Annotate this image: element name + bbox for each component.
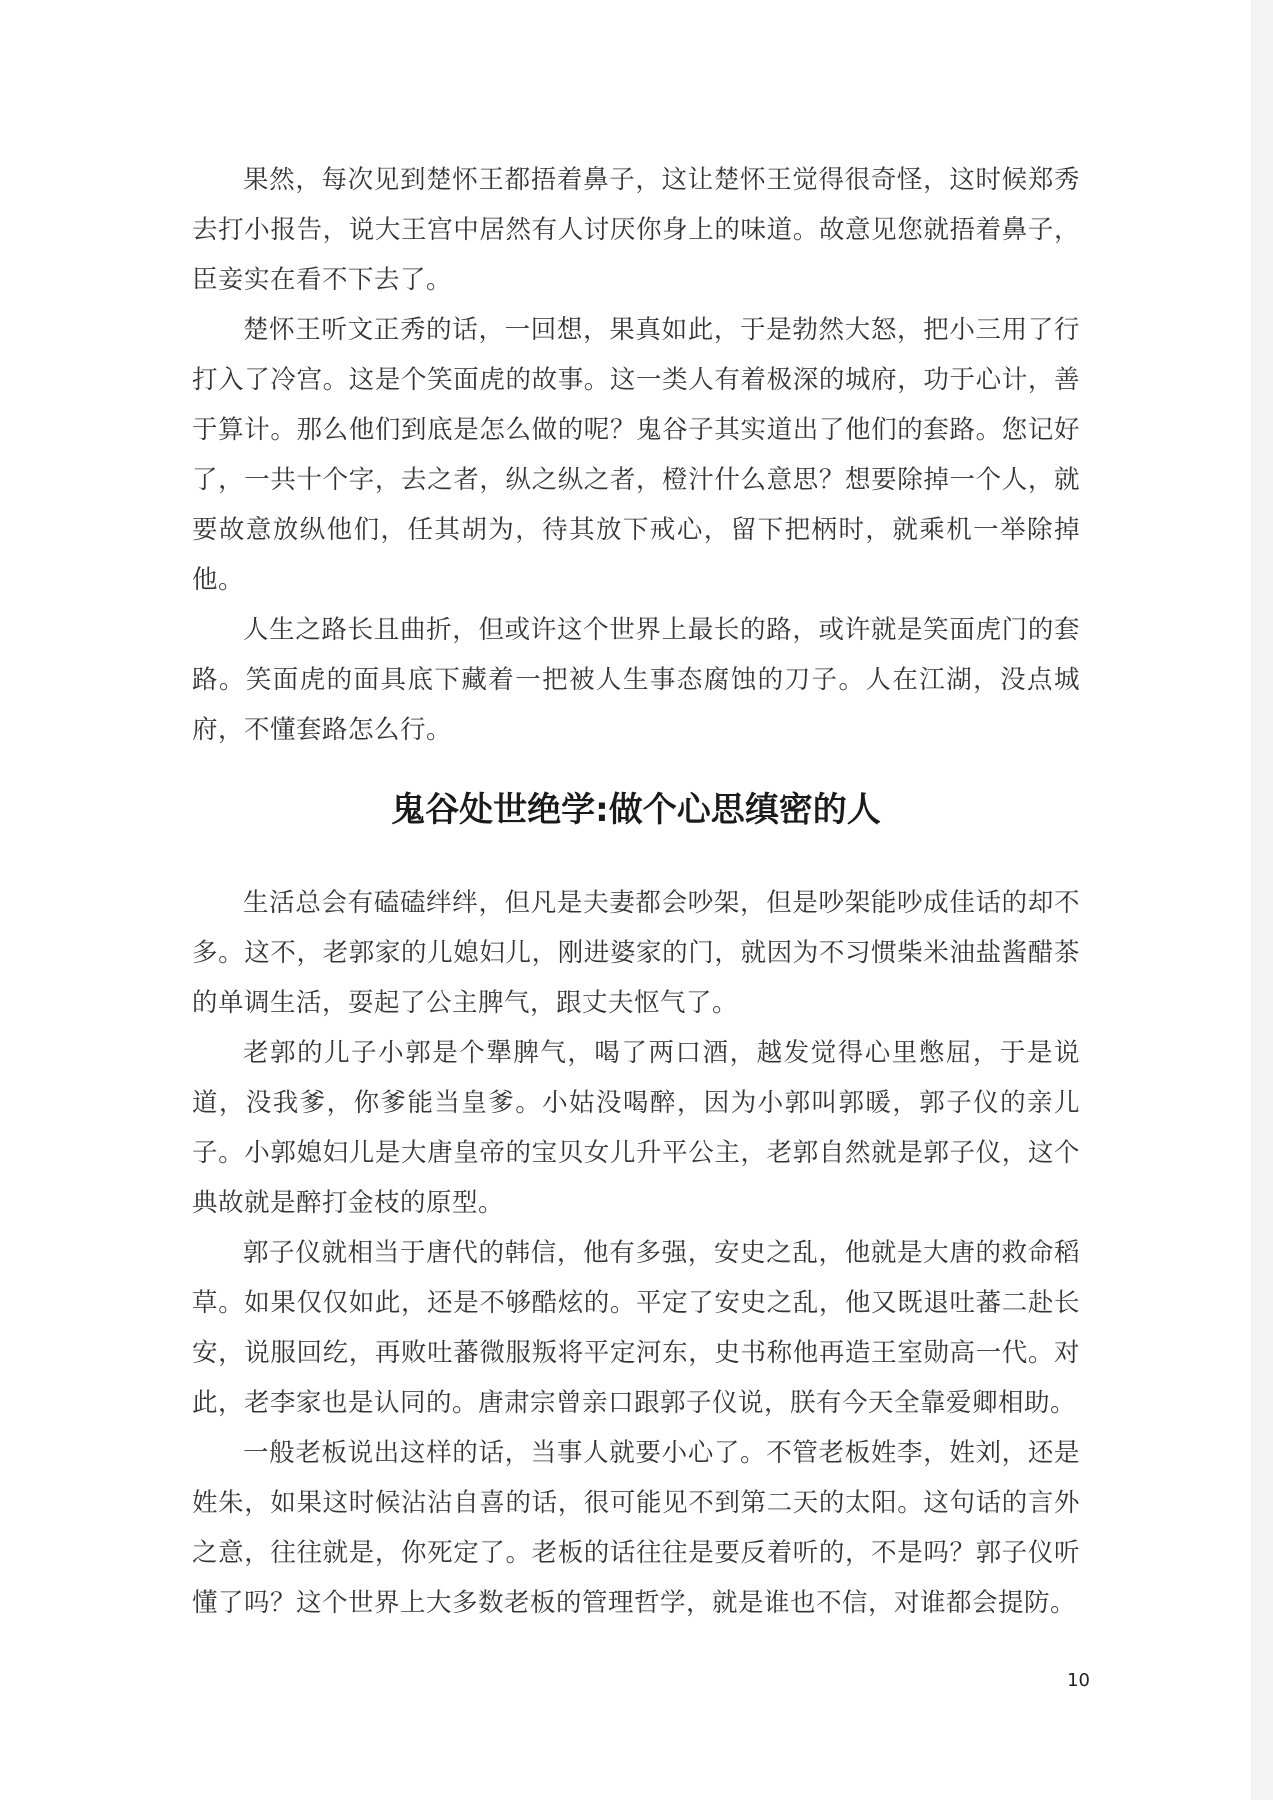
paragraph: 人生之路长且曲折，但或许这个世界上最长的路，或许就是笑面虎门的套路。笑面虎的面具底下藏着一把被人生事态腐蚀的刀子。人在江湖，没点城府，不懂套路怎么行。 [192, 615, 1080, 745]
paragraph: 一般老板说出这样的话，当事人就要小心了。不管老板姓李，姓刘，还是姓朱，如果这时候沾沾自喜的话，很可能见不到第二天的太阳。这句话的言外之意，往往就是，你死定了。老板的话往往是要反着听的，不是吗？郭子仪听懂了吗？这个世界上大多数老板的管理哲学，就是谁也不信，对谁都会提防。 [192, 1438, 1080, 1618]
paragraph: 郭子仪就相当于唐代的韩信，他有多强，安史之乱，他就是大唐的救命稻草。如果仅仅如此，还是不够酷炫的。平定了安史之乱，他又既退吐蕃二赴长安，说服回纥，再败吐蕃微服叛将平定河东，史书称他再造王室勋高一代。对此，老李家也是认同的。唐肃宗曾亲口跟郭子仪说，朕有今天全靠爱卿相助。 [192, 1238, 1080, 1418]
paragraph: 生活总会有磕磕绊绊，但凡是夫妻都会吵架，但是吵架能吵成佳话的却不多。这不，老郭家的儿媳妇儿，刚进婆家的门，就因为不习惯柴米油盐酱醋茶的单调生活，耍起了公主脾气，跟丈夫怄气了。 [192, 888, 1080, 1018]
page-number: 10 [1067, 1670, 1090, 1691]
section-2-text [192, 878, 1080, 1628]
section-1-text [192, 155, 1080, 755]
paragraph: 楚怀王听文正秀的话，一回想，果真如此，于是勃然大怒，把小三用了行打入了冷宫。这是个笑面虎的故事。这一类人有着极深的城府，功于心计，善于算计。那么他们到底是怎么做的呢？鬼谷子其实道出了他们的套路。您记好了，一共十个字，去之者，纵之纵之者，橙汁什么意思？想要除掉一个人，就要故意放纵他们，任其胡为，待其放下戒心，留下把柄时，就乘机一举除掉他。 [192, 315, 1080, 595]
paragraph: 老郭的儿子小郭是个犟脾气，喝了两口酒，越发觉得心里憋屈，于是说道，没我爹，你爹能当皇爹。小姑没喝醉，因为小郭叫郭暖，郭子仪的亲儿子。小郭媳妇儿是大唐皇帝的宝贝女儿升平公主，老郭自然就是郭子仪，这个典故就是醉打金枝的原型。 [192, 1038, 1080, 1218]
paragraph: 果然，每次见到楚怀王都捂着鼻子，这让楚怀王觉得很奇怪，这时候郑秀去打小报告，说大王宫中居然有人讨厌你身上的味道。故意见您就捂着鼻子，臣妾实在看不下去了。 [192, 165, 1080, 295]
page-edge-shadow [1251, 0, 1273, 1800]
section-heading: 鬼谷处世绝学:做个心思缜密的人 [391, 790, 881, 830]
